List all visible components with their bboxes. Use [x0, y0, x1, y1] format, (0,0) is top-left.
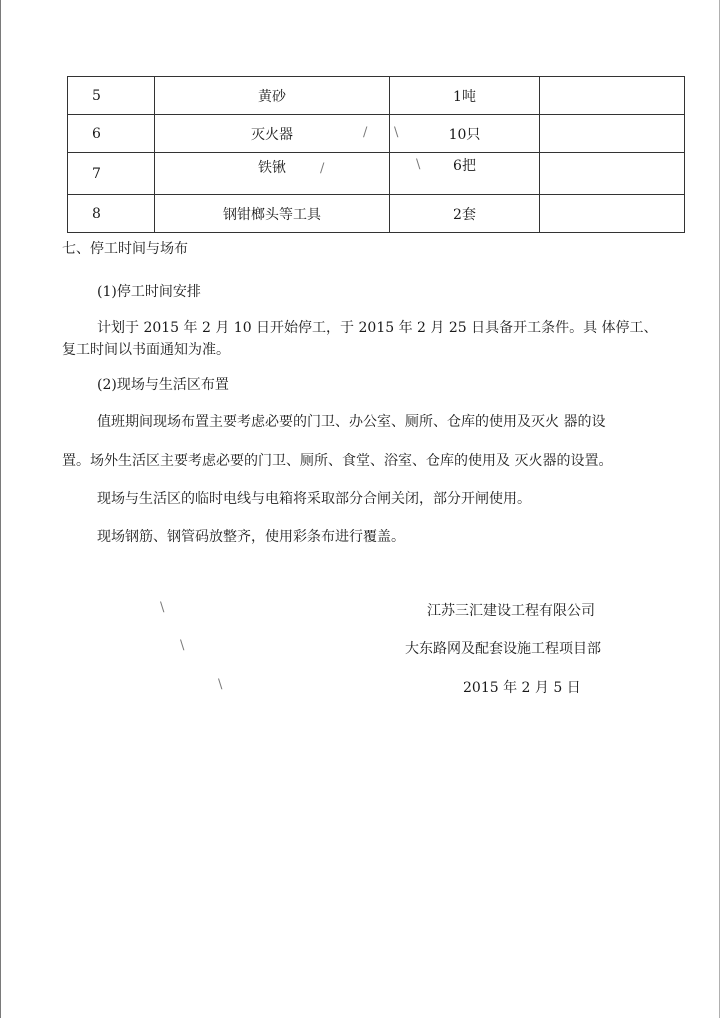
- paragraph-rebar: 现场钢筋、钢管码放整齐，使用彩条布进行覆盖。: [97, 529, 405, 545]
- table-row: [68, 195, 685, 233]
- signature-company: 江苏三汇建设工程有限公司: [427, 603, 595, 619]
- item-quantity: 1吨: [390, 77, 540, 115]
- row-number: 7: [68, 153, 155, 195]
- signature-department: 大东路网及配套设施工程项目部: [405, 641, 601, 657]
- table-row: [68, 115, 685, 153]
- item-note: [540, 195, 685, 233]
- subheading-layout: (2)现场与生活区布置: [97, 377, 229, 393]
- table-row: [68, 153, 685, 195]
- section-heading: 七、停工时间与场布: [62, 241, 188, 257]
- paragraph-schedule-line1: 计划于 2015 年 2 月 10 日开始停工，于 2015 年 2 月 25 日具备开工条件。具 体停工、: [97, 320, 658, 336]
- stray-slash-mark: /: [320, 161, 325, 176]
- page-left-edge: [0, 0, 1, 1018]
- item-note: [540, 153, 685, 195]
- item-name: 钢钳榔头等工具: [155, 195, 390, 233]
- stray-backslash-mark: \: [218, 677, 223, 692]
- signature-date: 2015 年 2 月 5 日: [463, 680, 581, 696]
- row-number: 5: [68, 77, 155, 115]
- paragraph-schedule-line2: 复工时间以书面通知为准。: [62, 342, 230, 358]
- item-quantity: 6把: [453, 158, 476, 174]
- table-row: [68, 77, 685, 115]
- item-note: [540, 115, 685, 153]
- item-note: [540, 77, 685, 115]
- item-name: 灭火器: [251, 126, 293, 143]
- materials-table: [67, 76, 685, 233]
- paragraph-layout-line2: 置。场外生活区主要考虑必要的门卫、厕所、食堂、浴室、仓库的使用及 灭火器的设置。: [62, 453, 613, 469]
- stray-backslash-mark: \: [416, 157, 421, 172]
- row-number: 6: [68, 115, 155, 153]
- stray-backslash-mark: \: [160, 600, 165, 615]
- item-quantity: 2套: [390, 195, 540, 233]
- paragraph-electric: 现场与生活区的临时电线与电箱将采取部分合闸关闭，部分开闸使用。: [97, 491, 531, 507]
- subheading-schedule: (1)停工时间安排: [97, 284, 201, 300]
- stray-slash-mark: /: [363, 125, 368, 140]
- item-name: 黄砂: [155, 77, 390, 115]
- row-number: 8: [68, 195, 155, 233]
- stray-backslash-mark: \: [394, 125, 399, 140]
- item-name: 铁锹: [258, 160, 286, 176]
- paragraph-layout-line1: 值班期间现场布置主要考虑必要的门卫、办公室、厕所、仓库的使用及灭火 器的设: [97, 414, 606, 430]
- item-quantity: 10只: [448, 126, 481, 143]
- stray-backslash-mark: \: [180, 638, 185, 653]
